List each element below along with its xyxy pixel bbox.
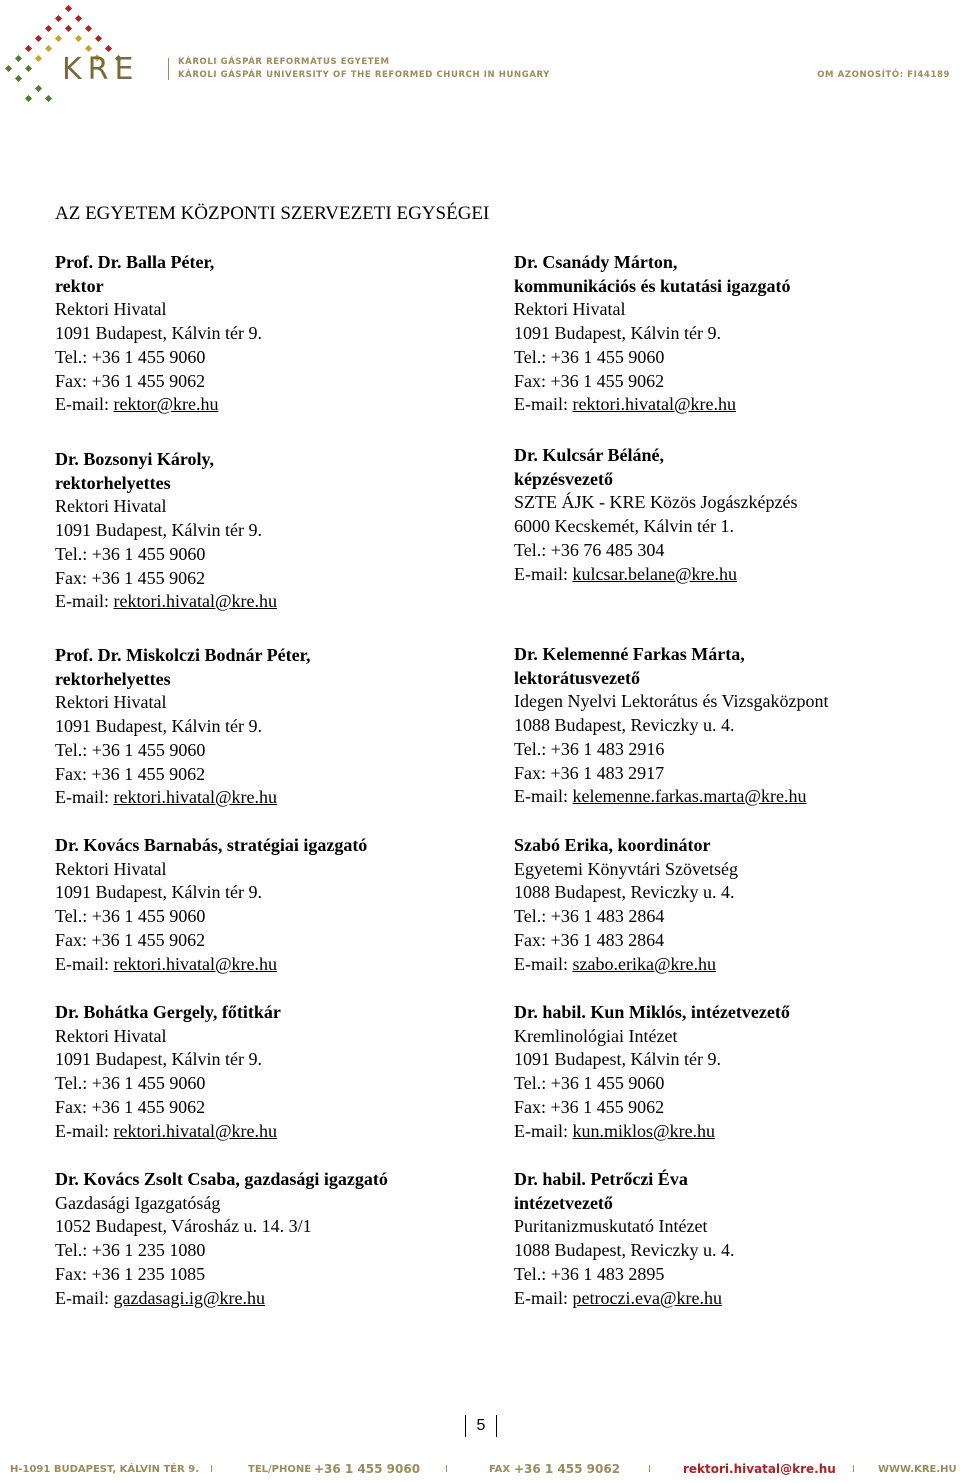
footer-phone: +36 1 455 9060 [314,1462,421,1476]
contact-detail: 1091 Budapest, Kálvin tér 9. [55,520,262,541]
contact-name: Dr. Bozsonyi Károly, [55,449,215,469]
contact-entry [55,1168,485,1310]
contact-email-row [514,393,954,417]
contact-detail: Tel.: +36 1 455 9060 [55,739,206,760]
contact-email-row [514,563,954,587]
contact-email-row [55,786,485,810]
email-link[interactable]: rektor@kre.hu [113,394,219,415]
contact-detail: Puritanizmuskutató Intézet [514,1216,708,1237]
contact-detail: Fax: +36 1 455 9062 [514,370,665,391]
contact-detail: Tel.: +36 1 455 9060 [55,543,206,564]
email-link[interactable]: rektori.hivatal@kre.hu [572,394,737,415]
contact-role: rektor [55,275,104,296]
email-link[interactable]: petroczi.eva@kre.hu [572,1287,722,1308]
contact-entry [514,834,954,976]
email-link[interactable]: kulcsar.belane@kre.hu [572,563,737,584]
contact-entry [55,251,485,417]
email-link[interactable]: kun.miklos@kre.hu [572,1120,716,1141]
contact-entry [514,1168,954,1310]
contact-detail: Kremlinológiai Intézet [514,1025,678,1046]
contact-entry [514,251,954,417]
contact-detail: 1091 Budapest, Kálvin tér 9. [55,882,262,903]
contact-detail: SZTE ÁJK - KRE Közös Jogászképzés [514,492,798,513]
contact-detail: Tel.: +36 1 483 2864 [514,906,665,927]
contact-detail: Rektori Hivatal [55,1025,167,1046]
contact-detail: Idegen Nyelvi Lektorátus és Vizsgaközpont [514,691,829,712]
contact-detail: 1088 Budapest, Reviczky u. 4. [514,882,735,903]
contact-detail: Fax: +36 1 455 9062 [55,1096,206,1117]
contact-detail: Rektori Hivatal [55,496,167,517]
email-link[interactable]: szabo.erika@kre.hu [572,953,717,974]
email-label: E-mail: [55,787,114,808]
email-label: E-mail: [514,394,573,415]
contact-detail: Tel.: +36 1 455 9060 [514,346,665,367]
page-title: AZ EGYETEM KÖZPONTI SZERVEZETI EGYSÉGEI [55,203,490,224]
contact-email-row [55,393,485,417]
contact-detail: 1091 Budapest, Kálvin tér 9. [514,323,721,344]
footer-phone-label: TEL/PHONE [248,1464,312,1475]
contact-name: Dr. habil. Petrőczi Éva [514,1169,688,1189]
contact-email-row [55,1287,485,1311]
contact-detail: 1091 Budapest, Kálvin tér 9. [514,1049,721,1070]
logo-divider [168,58,169,80]
contact-detail: Rektori Hivatal [55,692,167,713]
contact-detail: Fax: +36 1 235 1085 [55,1263,206,1284]
contact-email-row [514,953,954,977]
contact-name: Dr. Bohátka Gergely, főtitkár [55,1002,281,1022]
contact-detail: Tel.: +36 1 455 9060 [55,906,206,927]
email-label: E-mail: [55,953,114,974]
contact-detail: Fax: +36 1 483 2864 [514,929,665,950]
contact-name: Dr. Kovács Barnabás, stratégiai igazgató [55,835,368,855]
contact-name: Prof. Dr. Balla Péter, [55,252,215,272]
contact-entry [514,444,954,586]
contact-entry [55,1001,485,1143]
contact-email-row [514,1120,954,1144]
contact-entry [55,644,485,810]
footer-address: H-1091 BUDAPEST, KÁLVIN TÉR 9. [10,1464,200,1475]
contact-role: képzésvezető [514,468,613,489]
contact-detail: Fax: +36 1 455 9062 [55,567,206,588]
contact-name: Prof. Dr. Miskolczi Bodnár Péter, [55,645,311,665]
email-link[interactable]: gazdasagi.ig@kre.hu [113,1287,266,1308]
contact-detail: Fax: +36 1 455 9062 [55,370,206,391]
contact-detail: 1052 Budapest, Városház u. 14. 3/1 [55,1216,312,1237]
contact-detail: 1088 Budapest, Reviczky u. 4. [514,715,735,736]
email-link[interactable]: kelemenne.farkas.marta@kre.hu [572,786,807,807]
contact-name: Dr. habil. Kun Miklós, intézetvezető [514,1002,790,1022]
contact-email-row [514,1287,954,1311]
email-label: E-mail: [514,953,573,974]
footer-separator: I [852,1464,855,1475]
footer-separator: I [445,1464,448,1475]
contact-entry [55,834,485,976]
contact-detail: Tel.: +36 1 483 2895 [514,1263,665,1284]
contact-detail: Tel.: +36 1 455 9060 [55,1073,206,1094]
contact-detail: Rektori Hivatal [55,299,167,320]
email-label: E-mail: [514,1287,573,1308]
contact-detail: Tel.: +36 1 455 9060 [55,346,206,367]
email-label: E-mail: [55,1287,114,1308]
letterhead [0,0,960,110]
footer [0,1460,960,1482]
footer-separator: I [210,1464,213,1475]
contact-detail: 1091 Budapest, Kálvin tér 9. [55,323,262,344]
email-link[interactable]: rektori.hivatal@kre.hu [113,1120,278,1141]
contact-detail: Tel.: +36 1 235 1080 [55,1240,206,1261]
contact-name: Dr. Kulcsár Béláné, [514,445,665,465]
contact-name: Dr. Kelemenné Farkas Márta, [514,644,745,664]
contact-detail: 6000 Kecskemét, Kálvin tér 1. [514,516,734,537]
contact-detail: 1091 Budapest, Kálvin tér 9. [55,1049,262,1070]
footer-website-link[interactable]: WWW.KRE.HU [878,1464,957,1475]
contact-detail: Fax: +36 1 455 9062 [55,763,206,784]
om-identifier: OM AZONOSÍTÓ: FI44189 [817,70,950,80]
contact-detail: Gazdasági Igazgatóság [55,1192,221,1213]
contact-entry [514,643,954,809]
email-label: E-mail: [514,1120,573,1141]
email-link[interactable]: rektori.hivatal@kre.hu [113,953,278,974]
university-name-hu: KÁROLI GÁSPÁR REFORMÁTUS EGYETEM [178,57,390,67]
email-link[interactable]: rektori.hivatal@kre.hu [113,591,278,612]
email-label: E-mail: [514,563,573,584]
contact-detail: Fax: +36 1 483 2917 [514,762,665,783]
footer-separator: I [648,1464,651,1475]
contact-detail: Tel.: +36 76 485 304 [514,539,665,560]
footer-fax: +36 1 455 9062 [514,1462,621,1476]
contact-role: lektorátusvezető [514,667,640,688]
email-label: E-mail: [514,786,573,807]
email-label: E-mail: [55,394,114,415]
contact-detail: Fax: +36 1 455 9062 [55,929,206,950]
email-label: E-mail: [55,1120,114,1141]
page-number: 5 [465,1415,497,1437]
contact-name: Dr. Kovács Zsolt Csaba, gazdasági igazgató [55,1169,388,1189]
contact-email-row [55,953,485,977]
contact-detail: Fax: +36 1 455 9062 [514,1096,665,1117]
email-link[interactable]: rektori.hivatal@kre.hu [113,787,278,808]
contact-email-row [55,1120,485,1144]
contact-detail: 1091 Budapest, Kálvin tér 9. [55,716,262,737]
contact-detail: Rektori Hivatal [55,858,167,879]
contact-role: rektorhelyettes [55,472,171,493]
contact-role: rektorhelyettes [55,668,171,689]
contact-name: Dr. Csanády Márton, [514,252,678,272]
contact-name: Szabó Erika, koordinátor [514,835,711,855]
contact-email-row [55,590,485,614]
contact-role: intézetvezető [514,1192,613,1213]
contact-detail: Rektori Hivatal [514,299,626,320]
contact-entry [514,1001,954,1143]
contact-detail: 1088 Budapest, Reviczky u. 4. [514,1240,735,1261]
contact-detail: Tel.: +36 1 483 2916 [514,738,665,759]
footer-email-link[interactable]: rektori.hivatal@kre.hu [683,1462,836,1476]
footer-fax-label: FAX [489,1464,511,1475]
contact-role: kommunikációs és kutatási igazgató [514,275,791,296]
email-label: E-mail: [55,591,114,612]
contact-detail: Tel.: +36 1 455 9060 [514,1073,665,1094]
contact-detail: Egyetemi Könyvtári Szövetség [514,858,738,879]
contact-entry [55,448,485,614]
university-name-en: KÁROLI GÁSPÁR UNIVERSITY OF THE REFORMED CHURCH IN HUNGARY [178,70,550,80]
contact-email-row [514,785,954,809]
logo-wordmark: KRE [62,52,140,87]
